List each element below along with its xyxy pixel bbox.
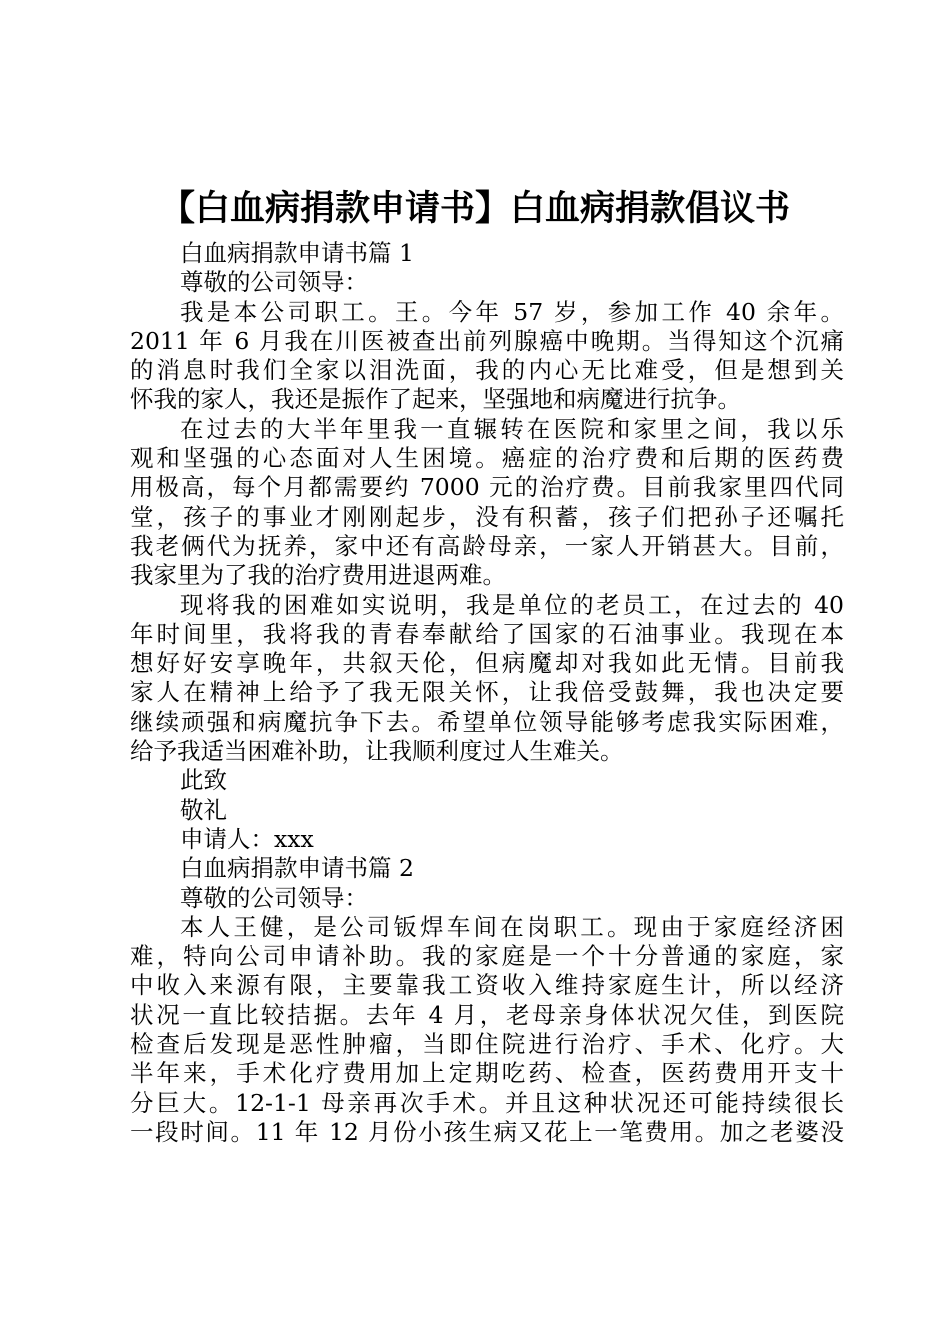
text-line: 用极高，每个月都需要约 7000 元的治疗费。目前我家里四代同: [130, 473, 844, 502]
text-line: 此致: [180, 766, 227, 795]
text-line: 想好好安享晚年，共叙天伦，但病魔却对我如此无情。目前我: [130, 649, 844, 678]
text-line: 申请人：xxx: [180, 824, 314, 853]
text-line: 检查后发现是恶性肿瘤，当即住院进行治疗、手术、化疗。大: [130, 1030, 844, 1059]
text-line: 观和坚强的心态面对人生困境。癌症的治疗费和后期的医药费: [130, 444, 844, 473]
text-line: 状况一直比较拮据。去年 4 月，老母亲身体状况欠佳，到医院: [130, 1000, 844, 1029]
text-line: 我老俩代为抚养，家中还有高龄母亲，一家人开销甚大。目前，: [130, 531, 844, 560]
document-body: [130, 239, 844, 1147]
text-line: 尊敬的公司领导：: [180, 268, 368, 297]
text-line: 半年来，手术化疗费用加上定期吃药、检查，医药费用开支十: [130, 1059, 844, 1088]
text-line: 我家里为了我的治疗费用进退两难。: [130, 561, 506, 590]
text-line: 难，特向公司申请补助。我的家庭是一个十分普通的家庭，家: [130, 942, 844, 971]
text-line: 白血病捐款申请书篇 2: [180, 854, 414, 883]
text-line: 2011 年 6 月我在川医被查出前列腺癌中晚期。当得知这个沉痛: [130, 326, 844, 355]
text-line: 的消息时我们全家以泪洗面，我的内心无比难受，但是想到关: [130, 356, 844, 385]
text-line: 怀我的家人，我还是振作了起来，坚强地和病魔进行抗争。: [130, 385, 741, 414]
text-line: 年时间里，我将我的青春奉献给了国家的石油事业。我现在本: [130, 619, 844, 648]
text-line: 堂，孩子的事业才刚刚起步，没有积蓄，孩子们把孙子还嘱托: [130, 502, 844, 531]
text-line: 现将我的困难如实说明，我是单位的老员工，在过去的 40: [180, 590, 844, 619]
text-line: 敬礼: [180, 795, 227, 824]
text-line: 一段时间。11 年 12 月份小孩生病又花上一笔费用。加之老婆没: [130, 1117, 844, 1146]
document-title: 【白血病捐款申请书】白血病捐款倡议书: [159, 189, 790, 229]
text-line: 尊敬的公司领导：: [180, 883, 368, 912]
text-line: 我是本公司职工。王。今年 57 岁，参加工作 40 余年。: [180, 297, 844, 326]
text-line: 继续顽强和病魔抗争下去。希望单位领导能够考虑我实际困难，: [130, 707, 844, 736]
text-line: 给予我适当困难补助，让我顺利度过人生难关。: [130, 737, 624, 766]
text-line: 本人王健，是公司钣焊车间在岗职工。现由于家庭经济困: [180, 912, 844, 941]
text-line: 中收入来源有限，主要靠我工资收入维持家庭生计，所以经济: [130, 971, 844, 1000]
text-line: 在过去的大半年里我一直辗转在医院和家里之间，我以乐: [180, 414, 844, 443]
text-line: 分巨大。12-1-1 母亲再次手术。并且这种状况还可能持续很长: [130, 1088, 844, 1117]
text-line: 白血病捐款申请书篇 1: [180, 239, 414, 267]
text-line: 家人在精神上给予了我无限关怀，让我倍受鼓舞，我也决定要: [130, 678, 844, 707]
